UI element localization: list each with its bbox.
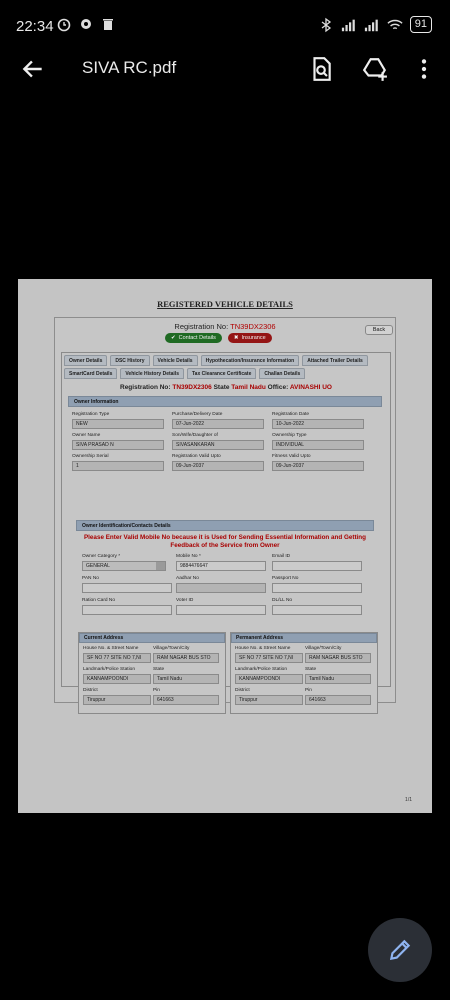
voter-id-input[interactable] [176, 605, 266, 615]
bluetooth-icon [318, 17, 334, 33]
permanent-house-field: SF NO 77 SITE NO 7,NI [235, 653, 303, 663]
section-heading: Permanent Address [231, 633, 377, 643]
tab-smartcard[interactable]: SmartCard Details [64, 368, 117, 379]
registration-type-field: NEW [72, 419, 164, 429]
ration-card-input[interactable] [82, 605, 172, 615]
signal-icon [341, 17, 357, 33]
permanent-landmark-field: KANNAMPOONDI [235, 674, 303, 684]
current-address-section: Current Address House No. & Street Name SF NO 77 SITE NO 7,NI Village/Town/City RAM NAGAR BUS STO Landmark/Police Station KANNAMPOONDI State Tamil Nadu District Tiruppur Pin 641663 [78, 632, 226, 714]
dl-input[interactable] [272, 605, 362, 615]
permanent-address-section: Permanent Address House No. & Street Name SF NO 77 SITE NO 7,NI Village/Town/City RAM NAGAR BUS STO Landmark/Police Station KANNAMPOONDI State Tamil Nadu District Tiruppur Pin 641663 [230, 632, 378, 714]
back-arrow-icon[interactable] [20, 56, 46, 82]
close-icon: ✖ [233, 335, 239, 341]
permanent-state-field: Tamil Nadu [305, 674, 371, 684]
owner-identification-section: Owner Identification/Contacts Details Please Enter Valid Mobile No because it is Used for Sending Essential Information and Getting Feedback of the Service from Owner Owner Category * GENERAL Mobile No * 9884476647 Email ID PAN No Aadhar No Passport No Ration Card No Voter ID DL/LL No [76, 520, 374, 622]
add-to-drive-icon[interactable] [362, 56, 388, 82]
pan-input[interactable] [82, 583, 172, 593]
purchase-date-field: 07-Jun-2022 [172, 419, 264, 429]
relation-name-field: SIVASANKARAN [172, 440, 264, 450]
owner-name-field: SIVA PRASAD N [72, 440, 164, 450]
passport-input[interactable] [272, 583, 362, 593]
current-pin-field: 641663 [153, 695, 219, 705]
tab-tax-clearance[interactable]: Tax Clearance Certificate [187, 368, 256, 379]
registration-header: Registration No: TN39DX2306 [174, 322, 276, 331]
owner-information-section: Owner Information Registration Type NEW Purchase/Delivery Date 07-Jun-2022 Registration Date 10-Jun-2022 Owner Name SIVA PRASAD N Son/Wife/Daughter of SIVASANKARAN Ownership Type INDIVIDUAL Ownership Serial 1 Registration Valid Upto 09-Jun-2037 Fitness Valid Upto 09-Jun-2037 [68, 396, 382, 475]
permanent-district-field: Tiruppur [235, 695, 303, 705]
search-document-icon[interactable] [308, 56, 334, 82]
app-bar [0, 52, 450, 86]
vehicle-details-frame [54, 317, 396, 703]
signal-icon-2 [364, 17, 380, 33]
fitness-valid-field: 09-Jun-2037 [272, 461, 364, 471]
current-village-field: RAM NAGAR BUS STO [153, 653, 219, 663]
document-title: REGISTERED VEHICLE DETAILS [157, 299, 293, 309]
status-bar [0, 0, 450, 52]
battery-indicator: 91 [410, 16, 432, 33]
tab-vehicle-details[interactable]: Vehicle Details [153, 355, 198, 366]
page-number: 1/1 [405, 797, 412, 803]
alarm-icon [56, 16, 72, 32]
trash-icon [100, 16, 116, 32]
ownership-serial-field: 1 [72, 461, 164, 471]
current-landmark-field: KANNAMPOONDI [83, 674, 151, 684]
app-notification-icon [78, 16, 94, 32]
insurance-button[interactable]: ✖ Insurance [228, 333, 272, 343]
tab-hypothecation[interactable]: Hypothecation/Insurance Information [201, 355, 300, 366]
edit-fab-button[interactable] [368, 918, 432, 982]
mobile-warning-message: Please Enter Valid Mobile No because it is Used for Sending Essential Information and Getting Feedback of the Service from Owner [83, 534, 367, 549]
pdf-page [18, 279, 432, 813]
owner-category-select[interactable]: GENERAL [82, 561, 166, 571]
mobile-number-input[interactable]: 9884476647 [176, 561, 266, 571]
dropdown-icon [156, 562, 165, 570]
tab-bar [64, 355, 388, 379]
registration-valid-field: 09-Jun-2037 [172, 461, 264, 471]
tab-dsc-history[interactable]: DSC History [110, 355, 149, 366]
registration-status-line: Registration No: TN39DX2306 State Tamil Nadu Office: AVINASHI UO [120, 384, 332, 391]
check-icon: ✔ [171, 335, 176, 341]
details-panel [61, 352, 391, 703]
wifi-icon [387, 17, 403, 33]
more-options-icon[interactable] [414, 56, 434, 82]
contact-details-button[interactable]: ✔ Contact Details [165, 333, 222, 343]
tab-challan[interactable]: Challan Details [259, 368, 305, 379]
pencil-icon [387, 937, 413, 963]
clock: 22:34 [16, 18, 54, 35]
file-title: SIVA RC.pdf [82, 58, 177, 77]
current-state-field: Tamil Nadu [153, 674, 219, 684]
tab-owner-details[interactable]: Owner Details [64, 355, 107, 366]
permanent-village-field: RAM NAGAR BUS STO [305, 653, 371, 663]
current-district-field: Tiruppur [83, 695, 151, 705]
registration-date-field: 10-Jun-2022 [272, 419, 364, 429]
aadhar-input[interactable] [176, 583, 266, 593]
email-input[interactable] [272, 561, 362, 571]
current-house-field: SF NO 77 SITE NO 7,NI [83, 653, 151, 663]
section-heading: Current Address [79, 633, 225, 643]
section-heading: Owner Identification/Contacts Details [76, 520, 374, 531]
back-button[interactable]: Back [365, 325, 393, 335]
tab-attached-trailer[interactable]: Attached Trailer Details [302, 355, 368, 366]
permanent-pin-field: 641663 [305, 695, 371, 705]
ownership-type-field: INDIVIDUAL [272, 440, 364, 450]
section-heading: Owner Information [68, 396, 382, 407]
tab-vehicle-history[interactable]: Vehicle History Details [120, 368, 184, 379]
